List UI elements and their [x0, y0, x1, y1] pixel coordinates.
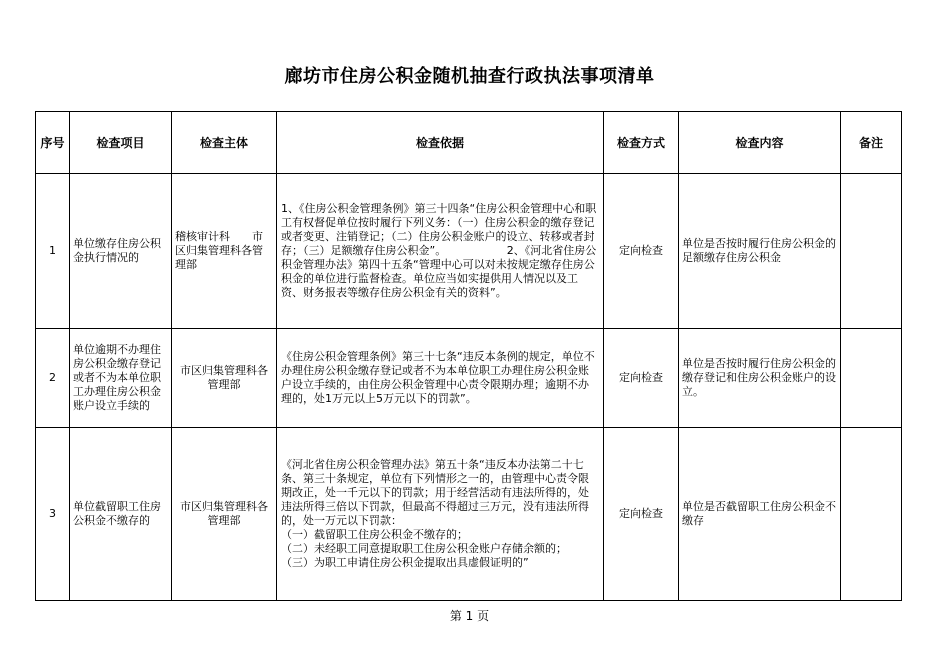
inspection-table: [35, 111, 902, 601]
row-seq: 2: [36, 329, 70, 428]
header-basis: 检查依据: [277, 112, 604, 174]
header-content: 检查内容: [679, 112, 841, 174]
header-subject: 检查主体: [172, 112, 277, 174]
table-row: [36, 174, 902, 329]
row-remark: [841, 329, 902, 428]
row-content: 单位是否按时履行住房公积金的足额缴存住房公积金: [679, 174, 841, 329]
header-seq: 序号: [36, 112, 70, 174]
table-row: [36, 428, 902, 601]
row-subject: 市区归集管理科各管理部: [172, 329, 277, 428]
row-content: 单位是否按时履行住房公积金的缴存登记和住房公积金账户的设立。: [679, 329, 841, 428]
row-item: 单位截留职工住房公积金不缴存的: [70, 428, 172, 601]
row-subject: 市区归集管理科各管理部: [172, 428, 277, 601]
row-remark: [841, 174, 902, 329]
row-basis: 1、《住房公积金管理条例》第三十四条“住房公积金管理中心和职工有权督促单位按时履行下列义务：（一）住房公积金的缴存登记或者变更、注销登记；（二）住房公积金账户的设立、转移或者封存；（三）足额缴存住房公积金”。 2、《河北省住房公积金管理办法》第四十五条“管理中心可以对未按规定缴存住房公积金的单位进行监督检查。单位应当如实提供用人情况以及工资、财务报表等缴存住房公积金有关的资料”。: [277, 174, 604, 329]
basis-clause: （一）截留职工住房公积金不缴存的；: [281, 528, 468, 541]
basis-clause: （三）为职工申请住房公积金提取出具虚假证明的”: [281, 556, 529, 569]
row-subject: 稽核审计科 市区归集管理科各管理部: [172, 174, 277, 329]
header-item: 检查项目: [70, 112, 172, 174]
page-number: 第 1 页: [449, 609, 490, 623]
row-basis: [277, 428, 604, 601]
row-method: 定向检查: [604, 329, 679, 428]
row-method: 定向检查: [604, 174, 679, 329]
row-seq: 3: [36, 428, 70, 601]
row-content: 单位是否截留职工住房公积金不缴存: [679, 428, 841, 601]
row-method: 定向检查: [604, 428, 679, 601]
row-remark: [841, 428, 902, 601]
table-row: [36, 329, 902, 428]
header-method: 检查方式: [604, 112, 679, 174]
row-basis: 《住房公积金管理条例》第三十七条“违反本条例的规定，单位不办理住房公积金缴存登记或者不为本单位职工办理住房公积金账户设立手续的，由住房公积金管理中心责令限期办理；逾期不办理的，处1万元以上5万元以下的罚款”。: [277, 329, 604, 428]
table-header-row: [36, 112, 902, 174]
row-item: 单位逾期不办理住房公积金缴存登记或者不为本单位职工办理住房公积金账户设立手续的: [70, 329, 172, 428]
basis-clause: （二）未经职工同意提取职工住房公积金账户存储余额的；: [281, 542, 567, 555]
row-seq: 1: [36, 174, 70, 329]
page-title: 廊坊市住房公积金随机抽查行政执法事项清单: [284, 66, 655, 87]
basis-paragraph: 《河北省住房公积金管理办法》第五十条“违反本办法第二十七条、第三十条规定，单位有下列情形之一的，由管理中心责令限期改正，处一千元以下的罚款；用于经营活动有违法所得的，处违法所得三倍以下罚款，但最高不得超过三万元，没有违法所得的，处一万元以下罚款：: [281, 458, 589, 527]
row-item: 单位缴存住房公积金执行情况的: [70, 174, 172, 329]
header-remark: 备注: [841, 112, 902, 174]
